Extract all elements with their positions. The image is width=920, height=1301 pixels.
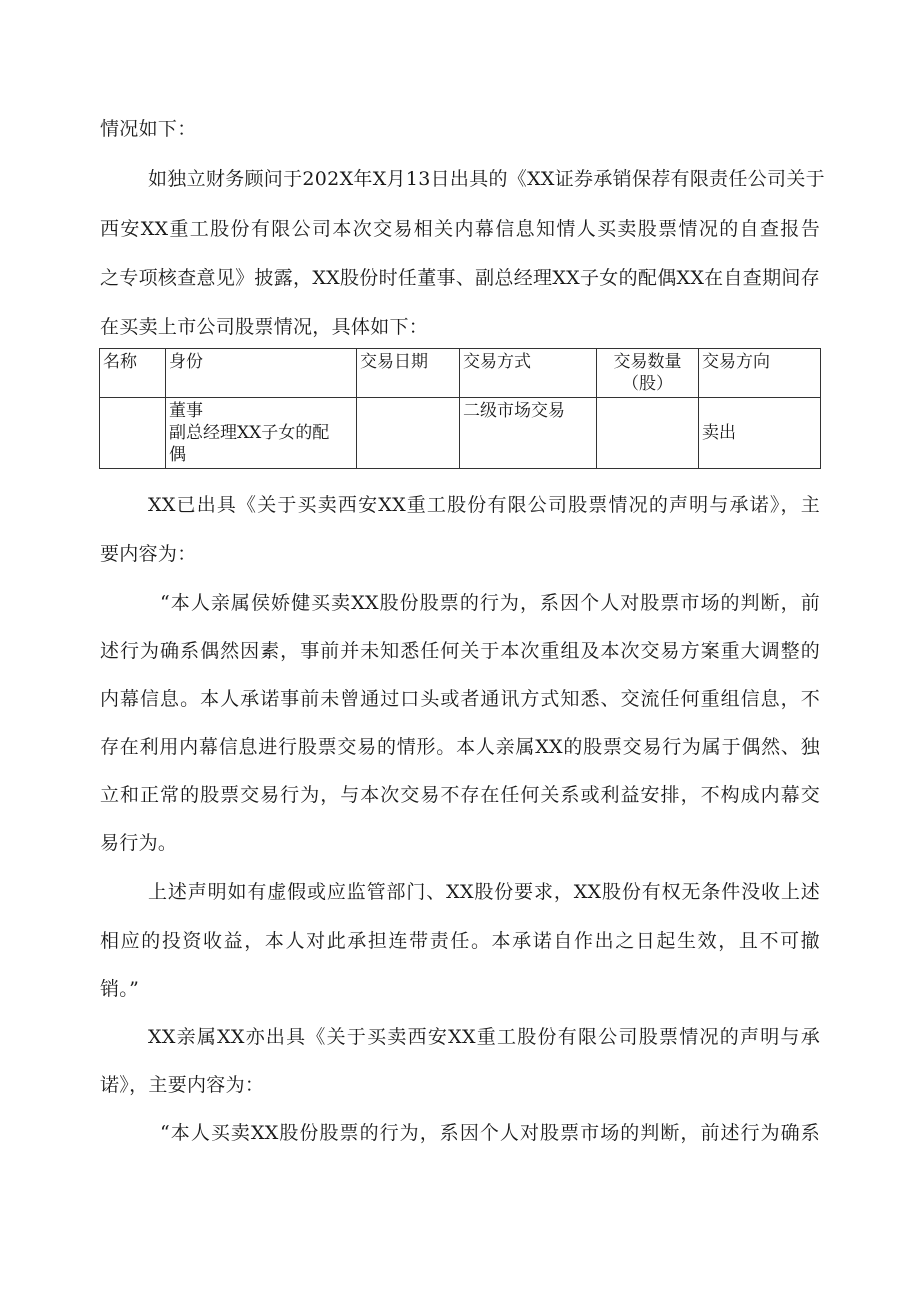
paragraph-1-line-1: 如独立财务顾问于202X年X月13日出具的《XX证券承销保荐有限责任公司关于 [148,168,825,190]
paragraph-1-line-3: 之专项核查意见》披露，XX股份时任董事、副总经理XX子女的配偶XX在自查期间存 [100,267,820,289]
table-row [100,398,821,469]
paragraph-5-line-1: XX亲属XX亦出具《关于买卖西安XX重工股份有限公司股票情况的声明与承 [148,1026,820,1048]
cell-identity-line-2: 副总经理XX子女的配 [169,423,330,443]
header-quantity-line-1: 交易数量 [613,352,682,372]
paragraph-3-line-5: 立和正常的股票交易行为，与本次交易不存在任何关系或利益安排，不构成内幕交 [100,784,820,806]
cell-identity [166,398,357,469]
paragraph-5-line-2: 诺》，主要内容为： [100,1074,265,1096]
intro-line: 情况如下： [100,118,197,140]
stock-trading-table [99,348,821,469]
paragraph-3-line-1: “本人亲属侯娇健买卖XX股份股票的行为，系因个人对股票市场的判断，前 [160,592,820,614]
header-identity: 身份 [166,349,357,398]
table-header-row [100,349,821,398]
paragraph-1-line-4: 在买卖上市公司股票情况，具体如下： [100,316,429,338]
paragraph-3-line-2: 述行为确系偶然因素，事前并未知悉任何关于本次重组及本次交易方案重大调整的 [100,640,820,662]
paragraph-4-line-2: 相应的投资收益，本人对此承担连带责任。本承诺自作出之日起生效，且不可撤 [100,930,820,952]
header-method: 交易方式 [460,349,597,398]
paragraph-4-line-3: 销。” [100,978,140,1000]
paragraph-1-line-2: 西安XX重工股份有限公司本次交易相关内幕信息知情人买卖股票情况的自查报告 [100,218,820,240]
cell-method: 二级市场交易 [460,398,597,469]
paragraph-2-line-1: XX已出具《关于买卖西安XX重工股份有限公司股票情况的声明与承诺》，主 [148,494,820,516]
cell-name [100,398,166,469]
paragraph-3-line-6: 易行为。 [100,832,178,854]
cell-identity-line-3: 偶 [169,445,186,465]
paragraph-4-line-1: 上述声明如有虚假或应监管部门、XX股份要求，XX股份有权无条件没收上述 [148,881,820,903]
cell-identity-line-1: 董事 [169,401,203,421]
cell-quantity [597,398,699,469]
paragraph-2-line-2: 要内容为： [100,543,197,565]
paragraph-3-line-4: 存在利用内幕信息进行股票交易的情形。本人亲属XX的股票交易行为属于偶然、独 [100,736,820,758]
header-quantity [597,349,699,398]
header-date: 交易日期 [357,349,460,398]
paragraph-6-line-1: “本人买卖XX股份股票的行为，系因个人对股票市场的判断，前述行为确系 [160,1122,820,1144]
cell-direction: 卖出 [699,398,821,469]
header-quantity-line-2: （股） [622,374,673,394]
header-direction: 交易方向 [699,349,821,398]
header-name: 名称 [100,349,166,398]
paragraph-3-line-3: 内幕信息。本人承诺事前未曾通过口头或者通讯方式知悉、交流任何重组信息，不 [100,688,820,710]
cell-date [357,398,460,469]
